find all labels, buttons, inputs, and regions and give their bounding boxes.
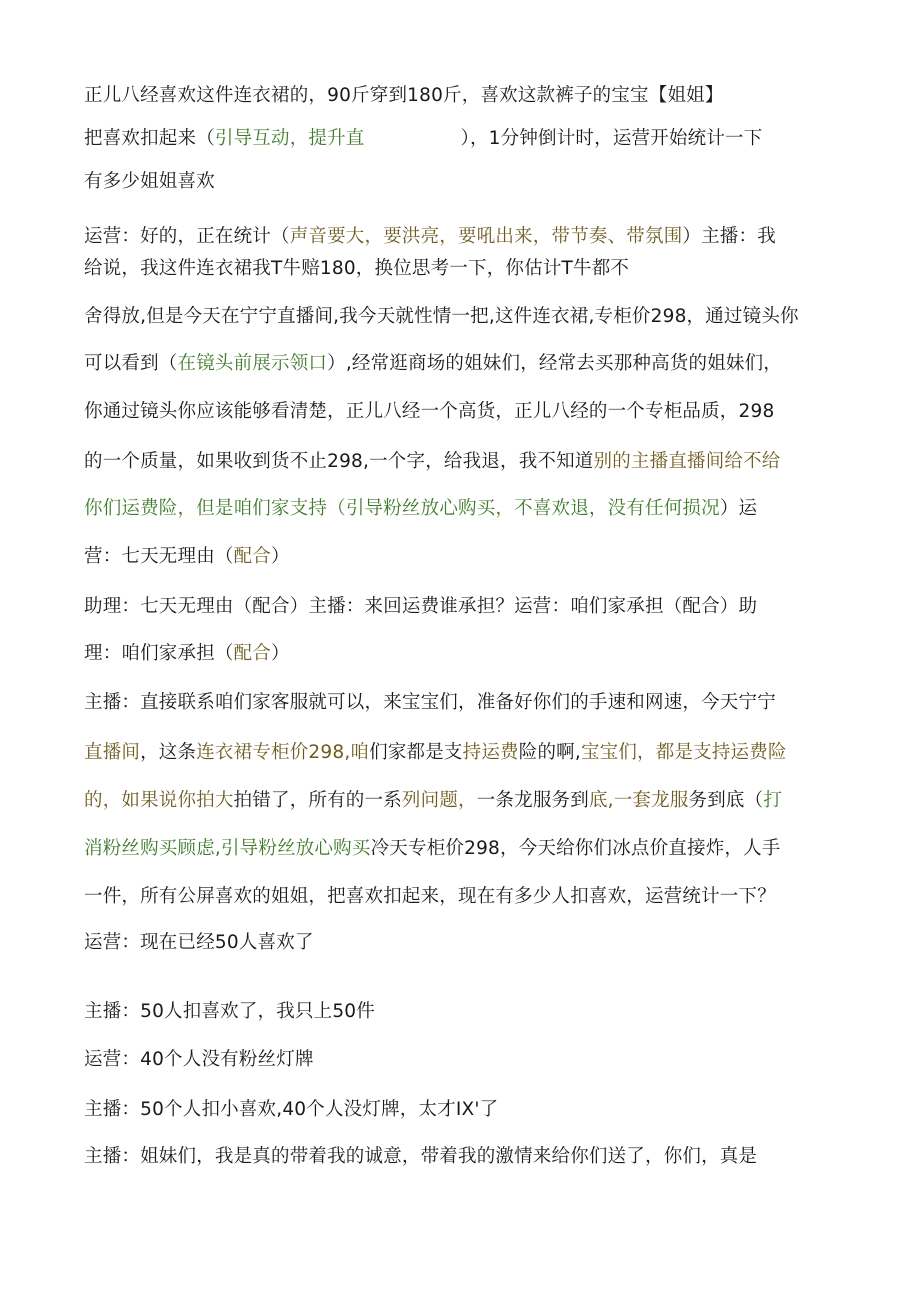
text: 们家都是支	[369, 742, 463, 763]
olive-text: 宝宝们，都是支持运费险	[580, 742, 787, 763]
olive-text: 直播间	[84, 742, 141, 763]
paragraph-line-5	[84, 257, 629, 281]
paragraph-line-16	[84, 789, 782, 813]
text: 把喜欢扣起来（	[84, 128, 215, 149]
paragraph-line-8	[84, 400, 774, 424]
text: ），1分钟倒计时，运营开始统计一下	[460, 128, 763, 149]
paragraph-line-13	[84, 642, 290, 666]
paragraph-line-14	[84, 691, 776, 715]
text: 一条龙服务到	[476, 790, 589, 811]
text: ）	[271, 643, 290, 664]
text: 运营：好的，正在统计（	[84, 226, 290, 247]
green-annotation: 在镜头前展示领口	[177, 353, 328, 374]
green-text: 你们运费险，但是咱们家支持（	[84, 498, 346, 519]
paragraph-line-21	[84, 1048, 314, 1072]
paragraph-line-23	[84, 1145, 757, 1169]
text: 主播：50人扣喜欢了，我只上50件	[84, 1001, 375, 1022]
olive-text: 连衣裙专柜价298,咱	[196, 742, 370, 763]
paragraph-line-17	[84, 837, 781, 861]
paragraph-line-19	[84, 931, 314, 955]
olive-annotation: 别的主播直播间给不给	[593, 451, 781, 472]
text: 主播：姐妹们，我是真的带着我的诚意，带着我的激情来给你们送了，你们，真是	[84, 1146, 758, 1167]
paragraph-line-20	[84, 1000, 375, 1024]
paragraph-line-10	[84, 497, 757, 521]
green-annotation: 引导粉丝放心购买，不喜欢退，没有任何损况	[345, 498, 720, 519]
olive-annotation: 配合	[233, 643, 272, 664]
text: 的一个质量，如果收到货不止298,一个字，给我退，我不知道	[84, 451, 594, 472]
text: ）	[271, 546, 290, 567]
text: 你通过镜头你应该能够看清楚，正儿八经一个高货，正儿八经的一个专柜品质，298	[84, 401, 775, 422]
paragraph-line-22	[84, 1098, 498, 1122]
paragraph-line-4	[84, 225, 776, 249]
text: 主播：直接联系咱们家客服就可以，来宝宝们，准备好你们的手速和网速，今天宁宁	[84, 692, 776, 713]
olive-text: 底,一套龙服	[588, 790, 689, 811]
green-annotation: 引导互动，提升直	[214, 128, 365, 149]
paragraph-line-6	[84, 305, 799, 329]
text: 一件，所有公屏喜欢的姐姐，把喜欢扣起来，现在有多少人扣喜欢，运营统计一下？	[84, 886, 776, 907]
text: 舍得放,但是今天在宁宁直播间,我今天就性情一把,这件连衣裙,专柜价298，通过镜头你	[84, 306, 799, 327]
paragraph-line-18	[84, 885, 776, 909]
paragraph-line-2	[84, 127, 762, 151]
olive-annotation: 配合	[233, 546, 272, 567]
olive-text: 的，如果说你拍大	[84, 790, 234, 811]
green-annotation: 消粉丝购买顾虑,引导粉丝放心购买	[84, 838, 371, 859]
olive-text: 持运费	[462, 742, 519, 763]
paragraph-line-1	[84, 84, 724, 108]
paragraph-line-11	[84, 545, 290, 569]
text: 助理：七天无理由（配合）主播：来回运费谁承担？运营：咱们家承担（配合）助	[84, 596, 758, 617]
text: 冷天专柜价298，今天给你们冰点价直接炸，人手	[370, 838, 781, 859]
text: 运营：40个人没有粉丝灯牌	[84, 1049, 314, 1070]
text: 有多少姐姐喜欢	[84, 171, 215, 192]
paragraph-line-12	[84, 595, 757, 619]
text: ）主播：我	[682, 226, 776, 247]
paragraph-line-9	[84, 450, 781, 474]
text: ，这条	[140, 742, 197, 763]
text: 拍错了，所有的一系	[233, 790, 402, 811]
text: 营：七天无理由（	[84, 546, 234, 567]
text: 务到底（	[688, 790, 764, 811]
olive-text: 列问题，	[401, 790, 477, 811]
text: 理：咱们家承担（	[84, 643, 234, 664]
paragraph-line-15	[84, 741, 787, 765]
text: 险的啊,	[518, 742, 581, 763]
text: ）,经常逛商场的姐妹们，经常去买那种高货的姐妹们，	[327, 353, 783, 374]
green-annotation: 打	[763, 790, 783, 811]
paragraph-line-3	[84, 170, 215, 194]
text: 可以看到（	[84, 353, 178, 374]
text: 运营：现在已经50人喜欢了	[84, 932, 314, 953]
paragraph-line-7	[84, 352, 782, 376]
text: 主播：50个人扣小喜欢,40个人没灯牌，太才IX'了	[84, 1099, 499, 1120]
text: 给说，我这件连衣裙我T牛赔180，换位思考一下，你估计T牛都不	[84, 258, 630, 279]
text: 正儿八经喜欢这件连衣裙的，90斤穿到180斤，喜欢这款裤子的宝宝【姐姐】	[84, 85, 724, 106]
olive-annotation: 声音要大，要洪亮，要吼出来，带节奏、带氛围	[289, 226, 683, 247]
text: ）运	[719, 498, 758, 519]
